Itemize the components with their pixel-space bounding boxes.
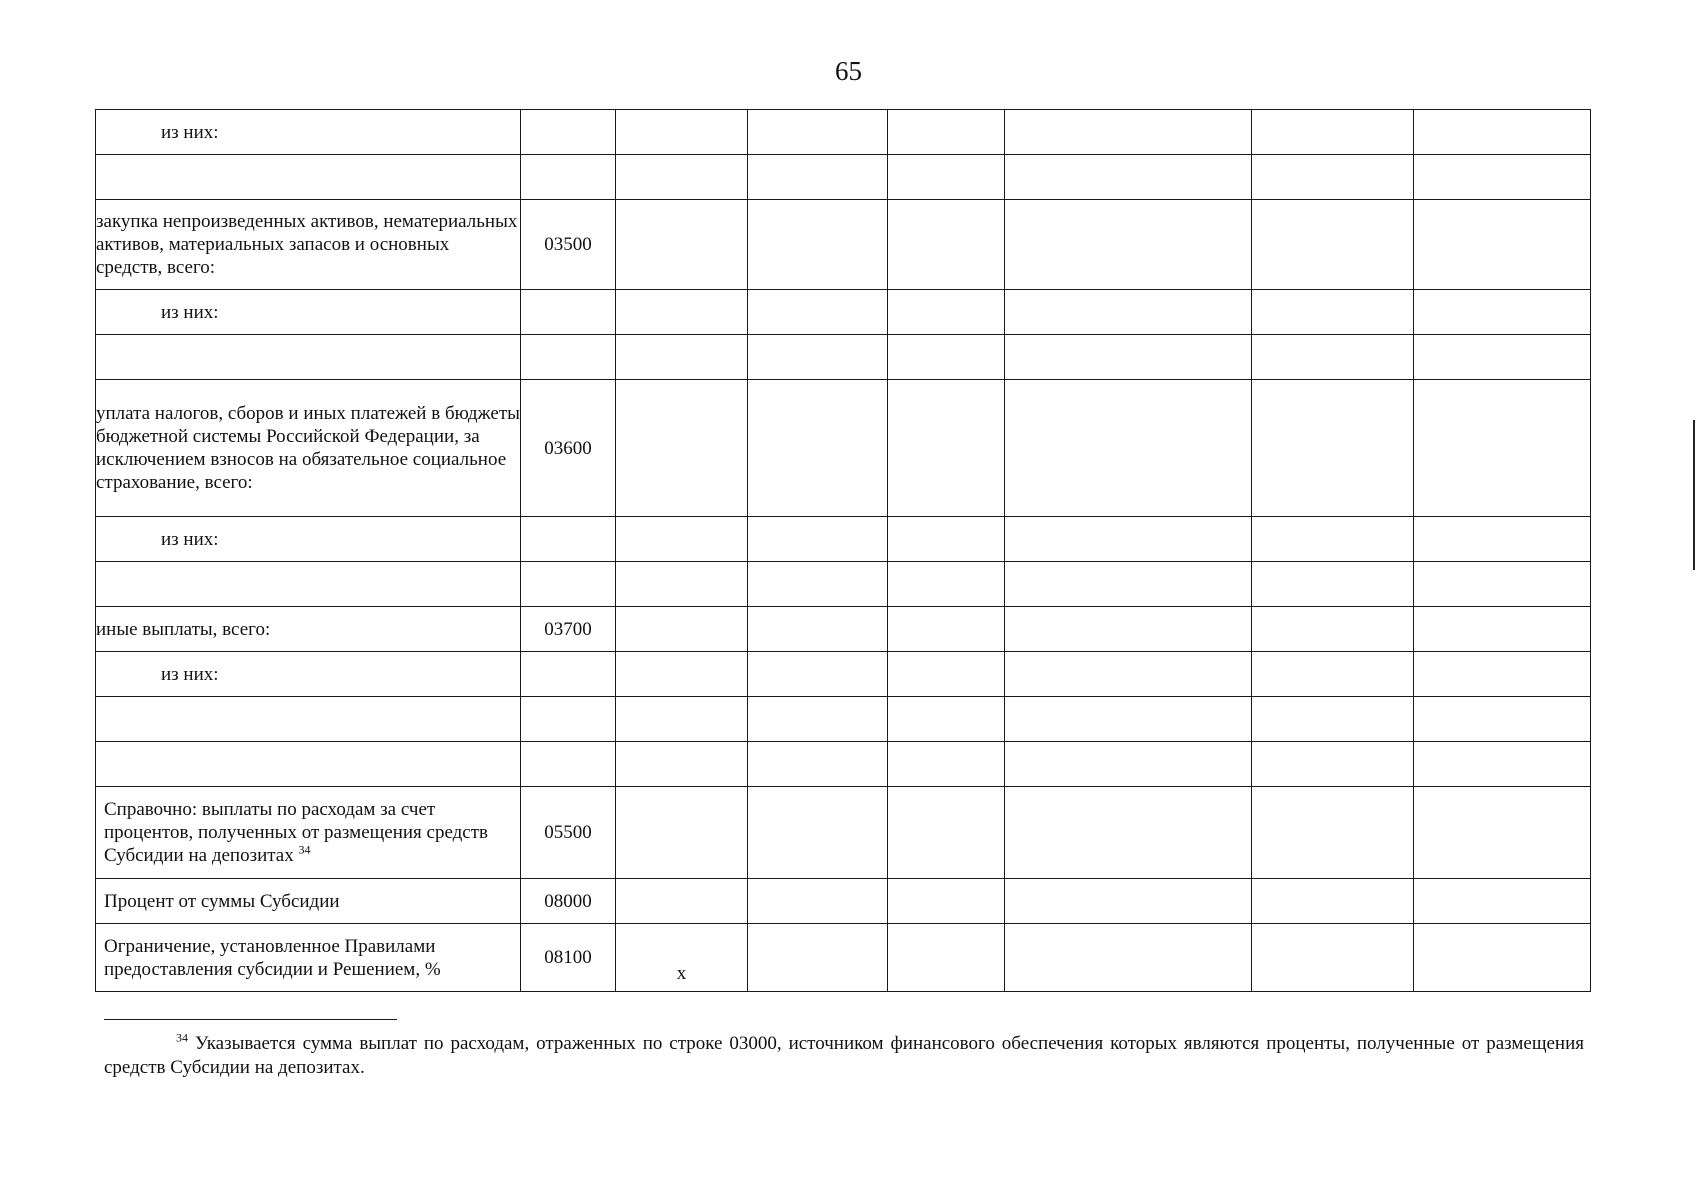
row-code <box>521 335 616 380</box>
value-cell <box>1414 787 1591 879</box>
value-cell <box>1005 787 1252 879</box>
row-code <box>521 290 616 335</box>
value-cell <box>888 155 1005 200</box>
table-row <box>96 697 1591 742</box>
value-cell <box>1005 335 1252 380</box>
value-cell <box>1414 517 1591 562</box>
row-label <box>96 924 521 992</box>
row-label <box>96 517 521 562</box>
value-cell <box>1252 879 1414 924</box>
value-cell <box>1252 652 1414 697</box>
value-cell <box>1414 742 1591 787</box>
value-cell <box>748 697 888 742</box>
value-cell <box>1005 155 1252 200</box>
table-row <box>96 380 1591 517</box>
value-cell <box>1005 879 1252 924</box>
value-cell: x <box>616 924 748 992</box>
value-cell <box>616 335 748 380</box>
value-cell <box>1005 562 1252 607</box>
row-label <box>96 742 521 787</box>
value-cell <box>888 742 1005 787</box>
value-cell <box>748 110 888 155</box>
value-cell <box>888 200 1005 290</box>
row-label-text: из них: <box>161 121 219 143</box>
row-label <box>96 607 521 652</box>
value-cell <box>1252 200 1414 290</box>
row-code <box>521 697 616 742</box>
value-cell <box>1005 742 1252 787</box>
value-cell <box>1252 697 1414 742</box>
table-row <box>96 924 1591 992</box>
value-cell <box>1252 787 1414 879</box>
value-cell <box>616 697 748 742</box>
row-label-text: иные выплаты, всего: <box>96 618 271 640</box>
value-cell <box>1414 879 1591 924</box>
footnote-text: Указывается сумма выплат по расходам, отраженных по строке 03000, источником финансового обеспечения которых являются проценты, полученные от размещения средств Субсидии на депозитах. <box>104 1033 1584 1078</box>
value-cell <box>1252 380 1414 517</box>
value-cell <box>1005 110 1252 155</box>
value-cell <box>748 155 888 200</box>
row-label <box>96 697 521 742</box>
row-label <box>96 110 521 155</box>
value-cell <box>888 562 1005 607</box>
row-code <box>521 562 616 607</box>
row-code: 08000 <box>521 879 616 924</box>
value-cell <box>616 742 748 787</box>
value-cell <box>1252 742 1414 787</box>
value-cell <box>1252 155 1414 200</box>
value-cell <box>748 879 888 924</box>
value-cell <box>1414 200 1591 290</box>
value-cell <box>1414 110 1591 155</box>
row-label <box>96 155 521 200</box>
table-row <box>96 290 1591 335</box>
value-cell <box>888 335 1005 380</box>
value-cell <box>1414 290 1591 335</box>
value-cell <box>888 787 1005 879</box>
value-cell <box>888 879 1005 924</box>
value-cell <box>616 110 748 155</box>
row-code: 03500 <box>521 200 616 290</box>
value-cell <box>748 380 888 517</box>
row-label-text: Процент от суммы Субсидии <box>104 890 340 912</box>
value-cell <box>1252 335 1414 380</box>
row-code: 08100 <box>521 924 616 992</box>
value-cell <box>748 652 888 697</box>
table-row <box>96 155 1591 200</box>
row-label-text: из них: <box>161 301 219 323</box>
value-cell <box>1005 290 1252 335</box>
value-cell <box>616 607 748 652</box>
value-cell <box>1414 335 1591 380</box>
value-cell <box>616 652 748 697</box>
row-label <box>96 200 521 290</box>
table-body <box>96 110 1591 992</box>
row-label-text: Ограничение, установленное Правилами предоставления субсидии и Решением, % <box>104 935 441 980</box>
value-cell <box>1252 110 1414 155</box>
value-cell <box>748 742 888 787</box>
table-row <box>96 879 1591 924</box>
value-cell <box>748 200 888 290</box>
row-label-text: из них: <box>161 528 219 550</box>
row-code: 03700 <box>521 607 616 652</box>
value-cell <box>888 697 1005 742</box>
value-cell <box>1252 607 1414 652</box>
footnote <box>104 1032 1584 1080</box>
value-cell <box>888 517 1005 562</box>
row-code <box>521 742 616 787</box>
value-cell <box>1005 200 1252 290</box>
value-cell <box>1005 924 1252 992</box>
table-row <box>96 110 1591 155</box>
value-cell <box>1005 607 1252 652</box>
value-cell <box>748 607 888 652</box>
row-label <box>96 380 521 517</box>
row-label-text: Справочно: выплаты по расходам за счет процентов, полученных от размещения средств Субсидии на депозитах <box>104 799 489 866</box>
value-cell <box>1252 924 1414 992</box>
row-label <box>96 652 521 697</box>
value-cell <box>748 517 888 562</box>
value-cell <box>888 110 1005 155</box>
value-cell <box>1414 380 1591 517</box>
value-cell <box>616 879 748 924</box>
footnote-separator <box>104 1019 397 1020</box>
value-cell <box>1252 290 1414 335</box>
value-cell <box>888 924 1005 992</box>
row-label <box>96 787 521 879</box>
table-row <box>96 517 1591 562</box>
row-label <box>96 562 521 607</box>
value-cell <box>1414 652 1591 697</box>
value-cell <box>1005 517 1252 562</box>
value-cell <box>616 200 748 290</box>
value-cell <box>748 335 888 380</box>
value-cell <box>1414 697 1591 742</box>
table-row <box>96 742 1591 787</box>
value-cell <box>748 562 888 607</box>
table-row <box>96 200 1591 290</box>
row-label-text: закупка непроизведенных активов, нематериальных активов, материальных запасов и основных средств, всего: <box>96 211 518 278</box>
value-cell <box>1414 155 1591 200</box>
value-cell <box>748 924 888 992</box>
value-cell <box>616 517 748 562</box>
table-row <box>96 562 1591 607</box>
table-row <box>96 652 1591 697</box>
value-cell <box>888 380 1005 517</box>
row-label-text: уплата налогов, сборов и иных платежей в бюджеты бюджетной системы Российской Федерации, за исключением взносов на обязательное социальное страхование, всего: <box>96 403 520 493</box>
row-code <box>521 155 616 200</box>
row-code <box>521 110 616 155</box>
value-cell <box>616 155 748 200</box>
row-label <box>96 290 521 335</box>
table-row <box>96 335 1591 380</box>
row-code: 05500 <box>521 787 616 879</box>
value-cell <box>1414 562 1591 607</box>
value-cell <box>888 290 1005 335</box>
value-cell <box>748 787 888 879</box>
value-cell <box>888 652 1005 697</box>
value-cell <box>1005 697 1252 742</box>
footnote-ref: 34 <box>298 842 311 857</box>
footnote-marker: 34 <box>176 1030 188 1045</box>
row-code: 03600 <box>521 380 616 517</box>
value-cell <box>748 290 888 335</box>
row-label <box>96 335 521 380</box>
expenditure-table <box>95 109 1591 992</box>
value-cell <box>1252 562 1414 607</box>
table-row <box>96 787 1591 879</box>
row-label <box>96 879 521 924</box>
value-cell <box>1252 517 1414 562</box>
scan-edge-mark <box>1693 420 1695 570</box>
row-code <box>521 652 616 697</box>
value-cell <box>616 380 748 517</box>
row-label-text: из них: <box>161 663 219 685</box>
value-cell <box>616 562 748 607</box>
value-cell <box>616 787 748 879</box>
value-cell <box>888 607 1005 652</box>
row-code <box>521 517 616 562</box>
value-cell <box>1005 380 1252 517</box>
value-cell <box>1005 652 1252 697</box>
value-cell <box>1414 607 1591 652</box>
page-number: 65 <box>835 56 862 86</box>
value-cell <box>1414 924 1591 992</box>
value-cell <box>616 290 748 335</box>
table-row <box>96 607 1591 652</box>
